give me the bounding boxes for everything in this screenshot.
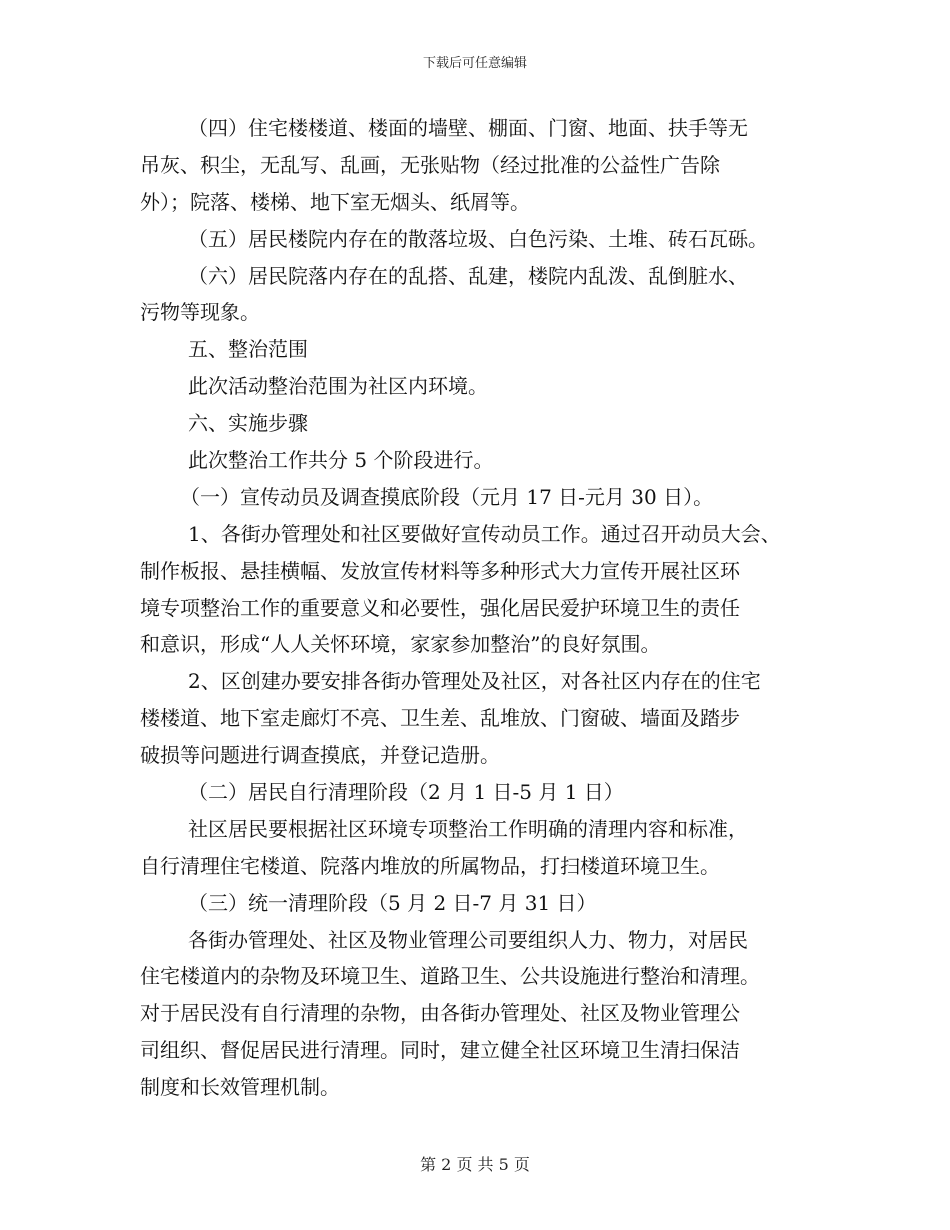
paragraph-line: 社区居民要根据社区环境专项整治工作明确的清理内容和标准， [188,816,748,841]
paragraph-line: 此次整治工作共分 5 个阶段进行。 [188,448,494,473]
subsection-heading: （二）居民自行清理阶段（2 月 1 日-5 月 1 日） [188,780,624,805]
paragraph-line: 对于居民没有自行清理的杂物，由各街办管理处、社区及物业管理公 [140,1001,740,1026]
paragraph-line: 自行清理住宅楼道、院落内堆放的所属物品，打扫楼道环境卫生。 [140,853,720,878]
paragraph-line: 污物等现象。 [140,300,260,325]
paragraph-line: 楼楼道、地下室走廊灯不亮、卫生差、乱堆放、门窗破、墙面及踏步 [140,706,740,731]
paragraph-line: 吊灰、积尘，无乱写、乱画，无张贴物（经过批准的公益性广告除 [140,152,720,177]
section-heading: 六、实施步骤 [188,411,308,436]
paragraph-line: 2、区创建办要安排各街办管理处及社区，对各社区内存在的住宅 [188,669,761,694]
paragraph-line: 此次活动整治范围为社区内环境。 [188,374,488,399]
paragraph-line: 和意识，形成“人人关怀环境，家家参加整治”的良好氛围。 [140,632,661,657]
paragraph-line: 1、各街办管理处和社区要做好宣传动员工作。通过召开动员大会、 [188,521,781,546]
paragraph-line: （五）居民楼院内存在的散落垃圾、白色污染、土堆、砖石瓦砾。 [188,226,768,251]
paragraph-line: 制度和长效管理机制。 [140,1075,340,1100]
paragraph-line: 住宅楼道内的杂物及环境卫生、道路卫生、公共设施进行整治和清理。 [140,964,760,989]
paragraph-line: 破损等问题进行调查摸底，并登记造册。 [140,743,500,768]
subsection-heading: （一）宣传动员及调查摸底阶段（元月 17 日-元月 30 日）。 [180,484,714,509]
page-footer: 第 2 页 共 5 页 [420,1155,530,1174]
paragraph-line: 制作板报、悬挂横幅、发放宣传材料等多种形式大力宣传开展社区环 [140,558,740,583]
page-header: 下载后可任意编辑 [422,56,527,71]
paragraph-line: 司组织、督促居民进行清理。同时，建立健全社区环境卫生清扫保洁 [140,1038,740,1063]
document-body [140,110,830,1106]
paragraph-line: （六）居民院落内存在的乱搭、乱建，楼院内乱泼、乱倒脏水、 [188,263,748,288]
paragraph-line: 各街办管理处、社区及物业管理公司要组织人力、物力，对居民 [188,927,748,952]
paragraph-line: 境专项整治工作的重要意义和必要性，强化居民爱护环境卫生的责任 [140,595,740,620]
paragraph-line: 外）；院落、楼梯、地下室无烟头、纸屑等。 [140,189,530,214]
subsection-heading: （三）统一清理阶段（5 月 2 日-7 月 31 日） [188,890,597,915]
section-heading: 五、整治范围 [188,337,308,362]
paragraph-line: （四）住宅楼楼道、楼面的墙壁、棚面、门窗、地面、扶手等无 [188,116,748,140]
